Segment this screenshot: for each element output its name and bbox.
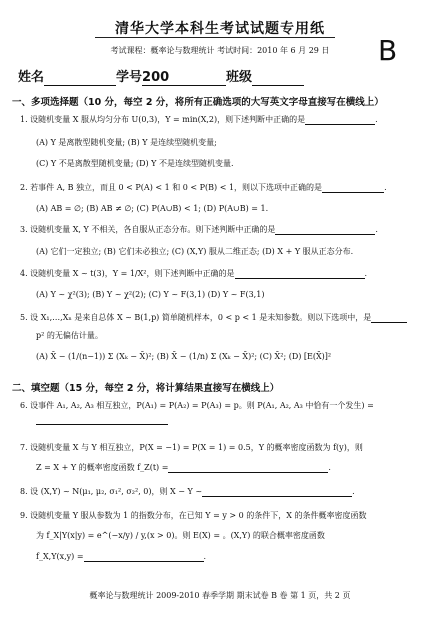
class-blank [252,70,304,86]
answer-blank [235,269,365,279]
question-4-options: (A) Y ~ χ²(3); (B) Y ~ χ²(2); (C) Y ~ F(3,1) (D) Y ~ F(3,1) [36,290,265,299]
id-value: 200 [142,70,226,86]
answer-blank [371,313,407,323]
title-divider [95,37,335,38]
question-3-stem: 3. 设随机变量 X, Y 不相关，各自服从正态分布。则下述判断中正确的是 . [20,225,378,234]
question-5-stem-continued: p² 的无偏估计量。 [36,331,103,340]
name-label: 姓名 [18,70,45,85]
question-1-stem: 1. 设随机变量 X 服从均匀分布 U(0,3)，Y = min(X,2)，则下述判断中正确的是 . [20,115,378,124]
question-text: f_X,Y(x,y) = [36,552,84,561]
paper-variant-label: B [378,34,398,67]
answer-blank [275,225,375,235]
id-label: 学号 [116,70,143,85]
question-text: 4. 设随机变量 X ~ t(3)，Y = 1/X²，则下述判断中正确的是 [20,269,235,278]
question-5-options: (A) X̄ − (1/(n−1)) Σ (Xₖ − X̄)²; (B) X̄ − (1/n) Σ (Xₖ − X̄)²; (C) X̄²; (D) [E(X̄)]² [36,352,332,361]
answer-blank [168,463,328,473]
course-line: 考试课程：概率论与数理统计 考试时间：2010 年 6 月 29 日 [110,46,330,55]
question-8-stem: 8. 设 (X,Y) ~ N(μ₁, μ₂, σ₁², σ₂², 0)，则 X − Y ~ . [20,487,355,496]
question-text: 3. 设随机变量 X, Y 不相关，各自服从正态分布。则下述判断中正确的是 [20,225,276,234]
name-blank [44,70,116,86]
question-6-stem: 6. 设事件 A₁, A₂, A₃ 相互独立，P(A₁) = P(A₂) = P(A₃) = p。则 P(A₁, A₂, A₃ 中恰有一个发生) = [20,401,374,410]
question-text: 8. 设 (X,Y) ~ N(μ₁, μ₂, σ₁², σ₂², 0)，则 X − Y ~ [20,487,203,496]
student-info-row [18,66,304,86]
section-1-heading: 一、多项选择题（10 分，每空 2 分，将所有正确选项的大写英文字母直接写在横线上） [12,97,384,108]
answer-blank [202,487,352,497]
answer-blank [305,115,375,125]
question-text: 1. 设随机变量 X 服从均匀分布 U(0,3)，Y = min(X,2)，则下述判断中正确的是 [20,115,306,124]
section-2-heading: 二、填空题（15 分，每空 2 分，将计算结果直接写在横线上） [12,383,280,394]
question-7-stem-continued: Z = X + Y 的概率密度函数 f_Z(t) = . [36,463,331,472]
question-5-stem [20,312,407,323]
question-2-stem: 2. 若事件 A, B 独立，而且 0 < P(A) < 1 和 0 < P(B) < 1，则以下选项中正确的是 . [20,183,387,192]
question-text: 2. 若事件 A, B 独立，而且 0 < P(A) < 1 和 0 < P(B) < 1，则以下选项中正确的是 [20,183,323,192]
question-1-options-ab: (A) Y 是离散型随机变量; (B) Y 是连续型随机变量; [36,138,217,147]
page-title: 清华大学本科生考试试题专用纸 [115,21,325,37]
question-9-stem: 9. 设随机变量 Y 服从参数为 1 的指数分布，在已知 Y = y > 0 的条件下，X 的条件概率密度函数 [20,511,367,520]
question-3-options: (A) 它们一定独立; (B) 它们未必独立; (C) (X,Y) 服从二维正态; (D) X + Y 服从正态分布. [36,247,354,256]
question-9-stem-continued: 为 f_X|Y(x|y) = e^(−x/y) / y,(x > 0)。则 E(X) = 。(X,Y) 的联合概率密度函数 [36,531,325,540]
answer-blank [322,183,384,193]
question-9-joint-density: f_X,Y(x,y) = . [36,552,207,561]
answer-blank [84,552,204,562]
question-1-options-cd: (C) Y 不是离散型随机变量; (D) Y 不是连续型随机变量. [36,159,234,168]
question-4-stem: 4. 设随机变量 X ~ t(3)，Y = 1/X²，则下述判断中正确的是 . [20,269,368,278]
question-text: Z = X + Y 的概率密度函数 f_Z(t) = [36,463,169,472]
page-footer: 概率论与数理统计 2009-2010 春季学期 期末试卷 B 卷 第 1 页，共 2 页 [89,591,351,600]
class-label: 班级 [226,70,253,85]
question-6-answer-blank [36,424,168,425]
question-2-options: (A) AB = ∅; (B) AB ≠ ∅; (C) P(A∪B) < 1; (D) P(A∪B) = 1. [36,204,269,213]
question-7-stem: 7. 设随机变量 X 与 Y 相互独立，P(X = −1) = P(X = 1) = 0.5，Y 的概率密度函数为 f(y)，则 [20,443,363,452]
question-text: 5. 设 X₁,…,Xₙ 是来自总体 X ~ B(1,p) 简单随机样本，0 < p < 1 是未知参数。则以下选项中，是 [20,313,372,322]
